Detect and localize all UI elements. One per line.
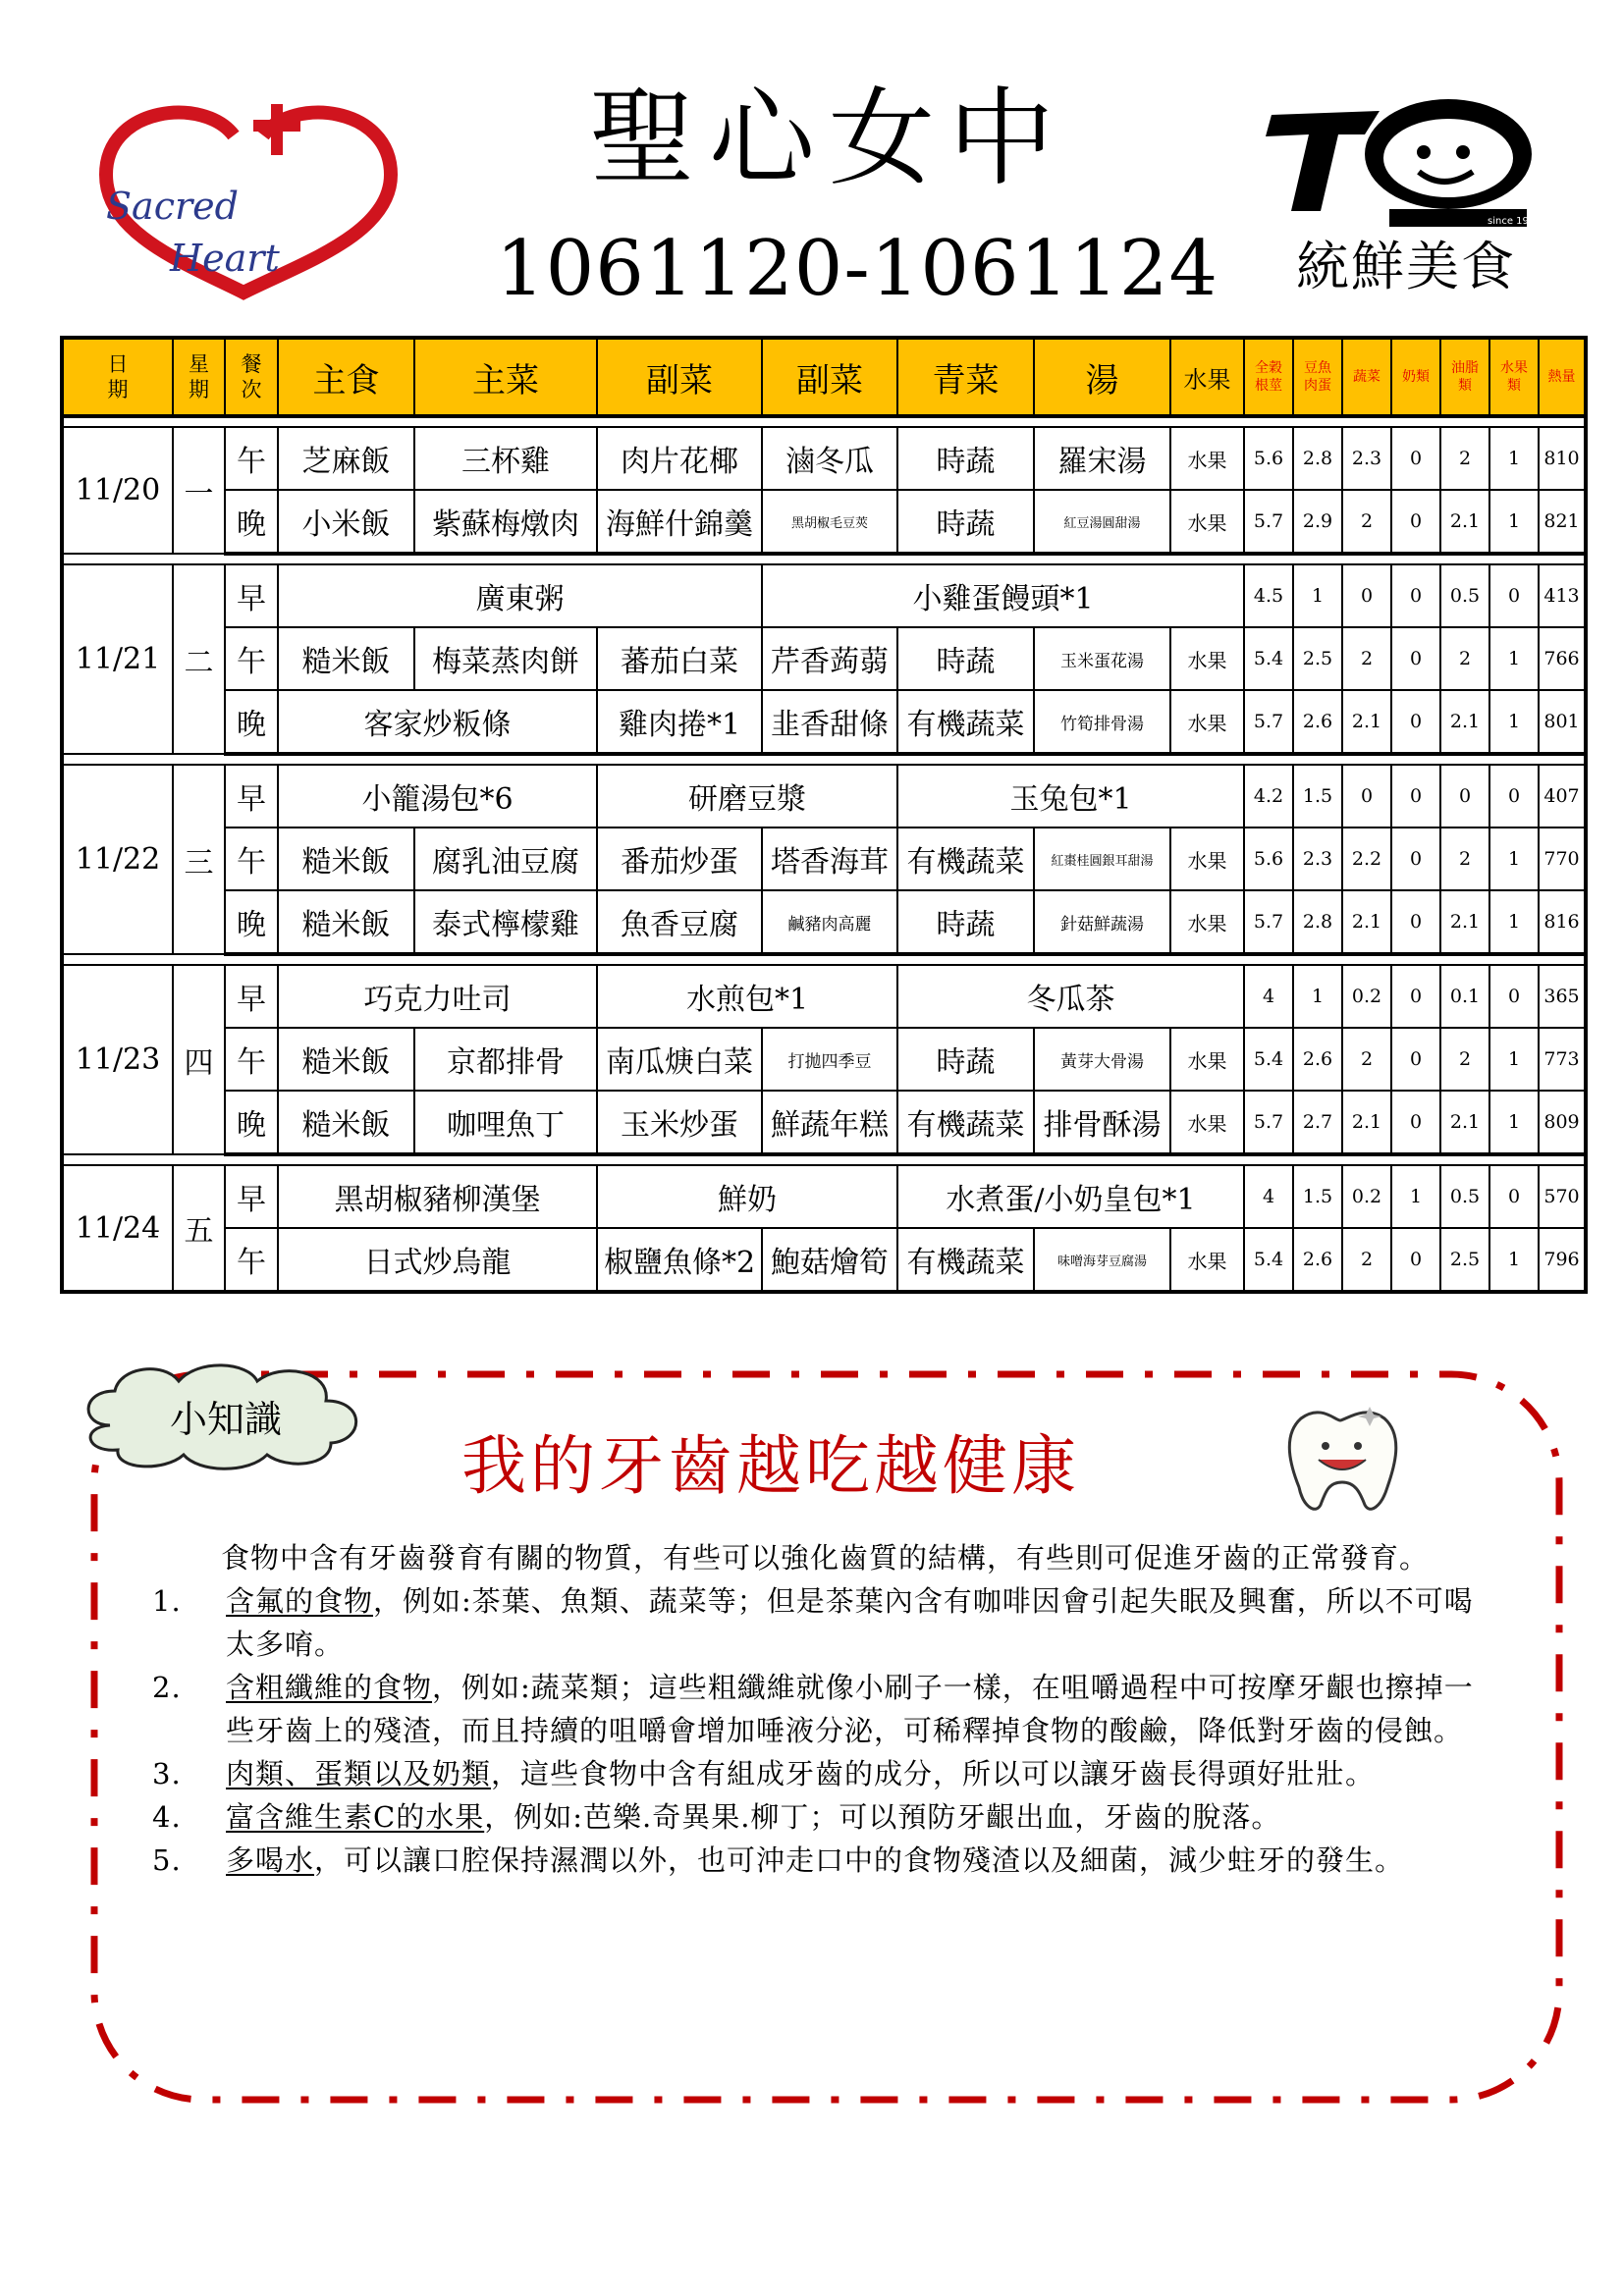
- fruit-cell: 水果: [1170, 1091, 1244, 1154]
- n-milk: 0: [1391, 1028, 1440, 1091]
- n-oil: 2.1: [1440, 1091, 1489, 1154]
- table-row: [62, 1091, 1586, 1154]
- side1-cell: 蕃茄白菜: [597, 627, 762, 690]
- n-fruit: 1: [1489, 490, 1539, 554]
- n-milk: 0: [1391, 627, 1440, 690]
- item-keyword: 含氟的食物: [226, 1584, 374, 1618]
- side1-cell: 玉米炒蛋: [597, 1091, 762, 1154]
- n-veg: 2.2: [1342, 828, 1391, 890]
- side1-cell: 雞肉捲*1: [597, 690, 762, 754]
- combo-cell: 水煎包*1: [597, 965, 897, 1028]
- list-item: [152, 1752, 1497, 1795]
- sacred-heart-logo: [86, 96, 410, 302]
- n-grain: 5.6: [1244, 828, 1293, 890]
- n-fruit: 0: [1489, 1165, 1539, 1228]
- item-number: 4.: [152, 1800, 182, 1834]
- n-grain: 4.2: [1244, 765, 1293, 828]
- col-staple: 主食: [278, 338, 414, 416]
- table-row: [62, 1228, 1586, 1292]
- n-protein: 1.5: [1293, 1165, 1342, 1228]
- veg-cell: 時蔬: [897, 427, 1034, 490]
- combo-cell: 鮮奶: [597, 1165, 897, 1228]
- meal-label: 早: [225, 965, 278, 1028]
- item-keyword: 富含維生素C的水果: [226, 1800, 485, 1834]
- fruit-cell: 水果: [1170, 490, 1244, 554]
- item-keyword: 肉類、蛋類以及奶類: [226, 1757, 492, 1790]
- col-veg: 青菜: [897, 338, 1034, 416]
- staple-cell: 糙米飯: [278, 890, 414, 954]
- n-protein: 2.6: [1293, 1028, 1342, 1091]
- col-n-fruit: 水果 類: [1489, 338, 1539, 416]
- n-milk: 0: [1391, 1228, 1440, 1292]
- n-fruit: 1: [1489, 427, 1539, 490]
- soup-cell: 黃芽大骨湯: [1034, 1028, 1170, 1091]
- n-fruit: 0: [1489, 765, 1539, 828]
- n-kcal: 766: [1539, 627, 1586, 690]
- fruit-cell: 水果: [1170, 690, 1244, 754]
- item-number: 1.: [152, 1584, 182, 1618]
- n-kcal: 365: [1539, 965, 1586, 1028]
- col-n-grain: 全穀 根莖: [1244, 338, 1293, 416]
- meal-label: 晚: [225, 1091, 278, 1154]
- n-veg: 2: [1342, 1028, 1391, 1091]
- table-header-row: [62, 338, 1586, 416]
- col-n-protein: 豆魚 肉蛋: [1293, 338, 1342, 416]
- table-row: [62, 627, 1586, 690]
- n-protein: 1: [1293, 965, 1342, 1028]
- n-fruit: 1: [1489, 828, 1539, 890]
- meal-label: 晚: [225, 690, 278, 754]
- n-kcal: 796: [1539, 1228, 1586, 1292]
- n-oil: 0.5: [1440, 1165, 1489, 1228]
- soup-cell: 針菇鮮蔬湯: [1034, 890, 1170, 954]
- n-veg: 2.1: [1342, 890, 1391, 954]
- col-weekday: 星 期: [173, 338, 225, 416]
- n-oil: 0.5: [1440, 564, 1489, 627]
- soup-cell: 羅宋湯: [1034, 427, 1170, 490]
- meal-label: 午: [225, 627, 278, 690]
- n-grain: 4.5: [1244, 564, 1293, 627]
- meal-label: 晚: [225, 490, 278, 554]
- fruit-cell: 水果: [1170, 427, 1244, 490]
- item-number: 3.: [152, 1757, 182, 1790]
- veg-cell: 有機蔬菜: [897, 690, 1034, 754]
- n-grain: 4: [1244, 1165, 1293, 1228]
- item-text: ，例如:茶葉、魚類、蔬菜等；但是茶葉內含有咖啡因會引起失眠及興奮，所以不可喝太多唷。: [226, 1584, 1474, 1661]
- article-intro: 食物中含有牙齒發育有關的物質，有些可以強化齒質的結構，有些則可促進牙齒的正常發育。: [221, 1541, 1430, 1575]
- side2-cell: 黑胡椒毛豆莢: [762, 490, 897, 554]
- item-number: 5.: [152, 1843, 182, 1877]
- table-row: [62, 1028, 1586, 1091]
- soup-cell: 紅豆湯圓甜湯: [1034, 490, 1170, 554]
- n-kcal: 801: [1539, 690, 1586, 754]
- logo-text-sacred: Sacred: [106, 185, 239, 228]
- n-protein: 2.8: [1293, 890, 1342, 954]
- n-veg: 2: [1342, 627, 1391, 690]
- n-oil: 0: [1440, 765, 1489, 828]
- ts-logo: [1262, 93, 1546, 231]
- list-item: [152, 1579, 1497, 1666]
- veg-cell: 時蔬: [897, 627, 1034, 690]
- n-protein: 1: [1293, 564, 1342, 627]
- table-row: [62, 427, 1586, 490]
- soup-cell: 味噌海芽豆腐湯: [1034, 1228, 1170, 1292]
- n-kcal: 773: [1539, 1028, 1586, 1091]
- item-text: ，可以讓口腔保持濕潤以外，也可沖走口中的食物殘渣以及細菌，減少蛀牙的發生。: [314, 1843, 1405, 1877]
- meal-label: 早: [225, 1165, 278, 1228]
- n-fruit: 1: [1489, 627, 1539, 690]
- n-oil: 2.1: [1440, 690, 1489, 754]
- n-oil: 2: [1440, 627, 1489, 690]
- n-kcal: 770: [1539, 828, 1586, 890]
- side2-cell: 打拋四季豆: [762, 1028, 897, 1091]
- fruit-cell: 水果: [1170, 1228, 1244, 1292]
- n-veg: 2: [1342, 1228, 1391, 1292]
- col-side1: 副菜: [597, 338, 762, 416]
- veg-cell: 有機蔬菜: [897, 1228, 1034, 1292]
- item-number: 2.: [152, 1671, 182, 1704]
- n-grain: 5.7: [1244, 1091, 1293, 1154]
- item-text: ，例如:芭樂.奇異果.柳丁；可以預防牙齦出血，牙齒的脫落。: [484, 1800, 1281, 1834]
- page-title: 聖心女中: [589, 78, 1069, 200]
- combo-cell: 廣東粥: [278, 564, 762, 627]
- n-veg: 2.1: [1342, 1091, 1391, 1154]
- n-oil: 2.1: [1440, 890, 1489, 954]
- col-n-kcal: 熱量: [1539, 338, 1586, 416]
- table-row: [62, 890, 1586, 954]
- n-fruit: 1: [1489, 1228, 1539, 1292]
- main-cell: 京都排骨: [414, 1028, 597, 1091]
- section-heading: 我的牙齒越吃越健康: [461, 1428, 1080, 1504]
- n-protein: 2.9: [1293, 490, 1342, 554]
- col-meal: 餐 次: [225, 338, 278, 416]
- table-row: [62, 828, 1586, 890]
- side1-cell: 南瓜焿白菜: [597, 1028, 762, 1091]
- soup-cell: 竹筍排骨湯: [1034, 690, 1170, 754]
- soup-cell: 玉米蛋花湯: [1034, 627, 1170, 690]
- tips-list: [152, 1579, 1497, 1882]
- n-grain: 5.6: [1244, 427, 1293, 490]
- n-kcal: 810: [1539, 427, 1586, 490]
- veg-cell: 有機蔬菜: [897, 828, 1034, 890]
- side1-cell: 魚香豆腐: [597, 890, 762, 954]
- n-fruit: 1: [1489, 1028, 1539, 1091]
- staple-cell: 糙米飯: [278, 627, 414, 690]
- n-fruit: 1: [1489, 890, 1539, 954]
- n-grain: 5.4: [1244, 1228, 1293, 1292]
- day-weekday: 三: [173, 765, 225, 954]
- badge-label: 小知識: [169, 1398, 282, 1441]
- side2-cell: 鮑菇燴筍: [762, 1228, 897, 1292]
- col-main: 主菜: [414, 338, 597, 416]
- n-veg: 2.3: [1342, 427, 1391, 490]
- col-soup: 湯: [1034, 338, 1170, 416]
- staple-cell: 糙米飯: [278, 1091, 414, 1154]
- meal-label: 晚: [225, 890, 278, 954]
- day-weekday: 四: [173, 965, 225, 1154]
- main-cell: 腐乳油豆腐: [414, 828, 597, 890]
- table-row: [62, 564, 1586, 627]
- item-keyword: 含粗纖維的食物: [226, 1671, 433, 1704]
- n-protein: 2.7: [1293, 1091, 1342, 1154]
- fruit-cell: 水果: [1170, 890, 1244, 954]
- item-keyword: 多喝水: [226, 1843, 315, 1877]
- n-veg: 0: [1342, 564, 1391, 627]
- n-oil: 2: [1440, 828, 1489, 890]
- table-row: [62, 690, 1586, 754]
- n-milk: 0: [1391, 890, 1440, 954]
- n-fruit: 1: [1489, 1091, 1539, 1154]
- n-oil: 2.1: [1440, 490, 1489, 554]
- main-cell: 三杯雞: [414, 427, 597, 490]
- meal-label: 午: [225, 427, 278, 490]
- n-grain: 5.4: [1244, 627, 1293, 690]
- meal-label: 午: [225, 1228, 278, 1292]
- n-grain: 5.7: [1244, 490, 1293, 554]
- item-text: ，這些食物中含有組成牙齒的成分，所以可以讓牙齒長得頭好壯壯。: [491, 1757, 1376, 1790]
- col-n-oil: 油脂 類: [1440, 338, 1489, 416]
- menu-table: [60, 336, 1588, 1294]
- combo-cell: 日式炒烏龍: [278, 1228, 597, 1292]
- day-date: 11/22: [62, 765, 173, 954]
- day-date: 11/23: [62, 965, 173, 1154]
- caterer-name: 統鮮美食: [1296, 236, 1516, 297]
- side2-cell: 鮮蔬年糕: [762, 1091, 897, 1154]
- table-row: [62, 1165, 1586, 1228]
- n-grain: 4: [1244, 965, 1293, 1028]
- veg-cell: 有機蔬菜: [897, 1091, 1034, 1154]
- n-veg: 0.2: [1342, 1165, 1391, 1228]
- n-fruit: 0: [1489, 965, 1539, 1028]
- logo-since: since 1977: [1488, 216, 1542, 227]
- main-cell: 紫蘇梅燉肉: [414, 490, 597, 554]
- n-veg: 2: [1342, 490, 1391, 554]
- n-milk: 0: [1391, 427, 1440, 490]
- combo-cell: 小雞蛋饅頭*1: [762, 564, 1244, 627]
- n-fruit: 1: [1489, 690, 1539, 754]
- combo-cell: 黑胡椒豬柳漢堡: [278, 1165, 597, 1228]
- table-row: [62, 765, 1586, 828]
- n-oil: 2.5: [1440, 1228, 1489, 1292]
- col-n-milk: 奶類: [1391, 338, 1440, 416]
- table-row: [62, 965, 1586, 1028]
- side2-cell: 鹹豬肉高麗: [762, 890, 897, 954]
- side2-cell: 芹香蒟蒻: [762, 627, 897, 690]
- item-text: ，例如:蔬菜類；這些粗纖維就像小刷子一樣，在咀嚼過程中可按摩牙齦也擦掉一些牙齒上的殘渣，而且持續的咀嚼會增加唾液分泌，可稀釋掉食物的酸鹼，降低對牙齒的侵蝕。: [226, 1671, 1474, 1747]
- n-kcal: 821: [1539, 490, 1586, 554]
- side2-cell: 塔香海茸: [762, 828, 897, 890]
- combo-cell: 冬瓜茶: [897, 965, 1244, 1028]
- n-kcal: 570: [1539, 1165, 1586, 1228]
- n-grain: 5.4: [1244, 1028, 1293, 1091]
- n-kcal: 816: [1539, 890, 1586, 954]
- list-item: [152, 1839, 1497, 1882]
- n-oil: 2: [1440, 427, 1489, 490]
- n-milk: 0: [1391, 828, 1440, 890]
- combo-cell: 客家炒粄條: [278, 690, 597, 754]
- side2-cell: 滷冬瓜: [762, 427, 897, 490]
- meal-label: 早: [225, 765, 278, 828]
- main-cell: 咖哩魚丁: [414, 1091, 597, 1154]
- list-item: [152, 1795, 1497, 1839]
- article-body: [152, 1536, 1497, 1882]
- n-milk: 0: [1391, 564, 1440, 627]
- day-weekday: 二: [173, 564, 225, 754]
- side1-cell: 番茄炒蛋: [597, 828, 762, 890]
- n-protein: 2.6: [1293, 1228, 1342, 1292]
- n-milk: 0: [1391, 490, 1440, 554]
- day-date: 11/21: [62, 564, 173, 754]
- day-date: 11/20: [62, 427, 173, 554]
- date-range: 1061120-1061124: [496, 225, 1219, 313]
- combo-cell: 水煮蛋/小奶皇包*1: [897, 1165, 1244, 1228]
- n-protein: 2.6: [1293, 690, 1342, 754]
- side1-cell: 椒鹽魚條*2: [597, 1228, 762, 1292]
- n-protein: 2.8: [1293, 427, 1342, 490]
- staple-cell: 糙米飯: [278, 828, 414, 890]
- day-weekday: 一: [173, 427, 225, 554]
- col-date: 日 期: [62, 338, 173, 416]
- tooth-icon: [1272, 1399, 1409, 1522]
- staple-cell: 糙米飯: [278, 1028, 414, 1091]
- n-kcal: 809: [1539, 1091, 1586, 1154]
- combo-cell: 小籠湯包*6: [278, 765, 597, 828]
- n-protein: 2.5: [1293, 627, 1342, 690]
- n-grain: 5.7: [1244, 890, 1293, 954]
- n-veg: 0.2: [1342, 965, 1391, 1028]
- meal-label: 早: [225, 564, 278, 627]
- n-milk: 0: [1391, 1091, 1440, 1154]
- side1-cell: 肉片花椰: [597, 427, 762, 490]
- day-date: 11/24: [62, 1165, 173, 1292]
- combo-cell: 巧克力吐司: [278, 965, 597, 1028]
- n-oil: 2: [1440, 1028, 1489, 1091]
- col-fruit: 水果: [1170, 338, 1244, 416]
- soup-cell: 紅棗桂圓銀耳甜湯: [1034, 828, 1170, 890]
- main-cell: 泰式檸檬雞: [414, 890, 597, 954]
- side1-cell: 海鮮什錦羹: [597, 490, 762, 554]
- n-veg: 2.1: [1342, 690, 1391, 754]
- n-veg: 0: [1342, 765, 1391, 828]
- n-milk: 0: [1391, 965, 1440, 1028]
- day-weekday: 五: [173, 1165, 225, 1292]
- fruit-cell: 水果: [1170, 627, 1244, 690]
- list-item: [152, 1666, 1497, 1752]
- table-row: [62, 490, 1586, 554]
- main-cell: 梅菜蒸肉餅: [414, 627, 597, 690]
- soup-cell: 排骨酥湯: [1034, 1091, 1170, 1154]
- staple-cell: 芝麻飯: [278, 427, 414, 490]
- combo-cell: 研磨豆漿: [597, 765, 897, 828]
- n-milk: 1: [1391, 1165, 1440, 1228]
- n-oil: 0.1: [1440, 965, 1489, 1028]
- col-n-veg: 蔬菜: [1342, 338, 1391, 416]
- staple-cell: 小米飯: [278, 490, 414, 554]
- n-milk: 0: [1391, 765, 1440, 828]
- col-side2: 副菜: [762, 338, 897, 416]
- veg-cell: 時蔬: [897, 890, 1034, 954]
- meal-label: 午: [225, 1028, 278, 1091]
- logo-text-heart: Heart: [170, 237, 280, 280]
- fruit-cell: 水果: [1170, 828, 1244, 890]
- fruit-cell: 水果: [1170, 1028, 1244, 1091]
- veg-cell: 時蔬: [897, 1028, 1034, 1091]
- n-grain: 5.7: [1244, 690, 1293, 754]
- side2-cell: 韭香甜條: [762, 690, 897, 754]
- n-protein: 1.5: [1293, 765, 1342, 828]
- n-milk: 0: [1391, 690, 1440, 754]
- combo-cell: 玉兔包*1: [897, 765, 1244, 828]
- n-kcal: 413: [1539, 564, 1586, 627]
- n-fruit: 0: [1489, 564, 1539, 627]
- n-protein: 2.3: [1293, 828, 1342, 890]
- veg-cell: 時蔬: [897, 490, 1034, 554]
- meal-label: 午: [225, 828, 278, 890]
- n-kcal: 407: [1539, 765, 1586, 828]
